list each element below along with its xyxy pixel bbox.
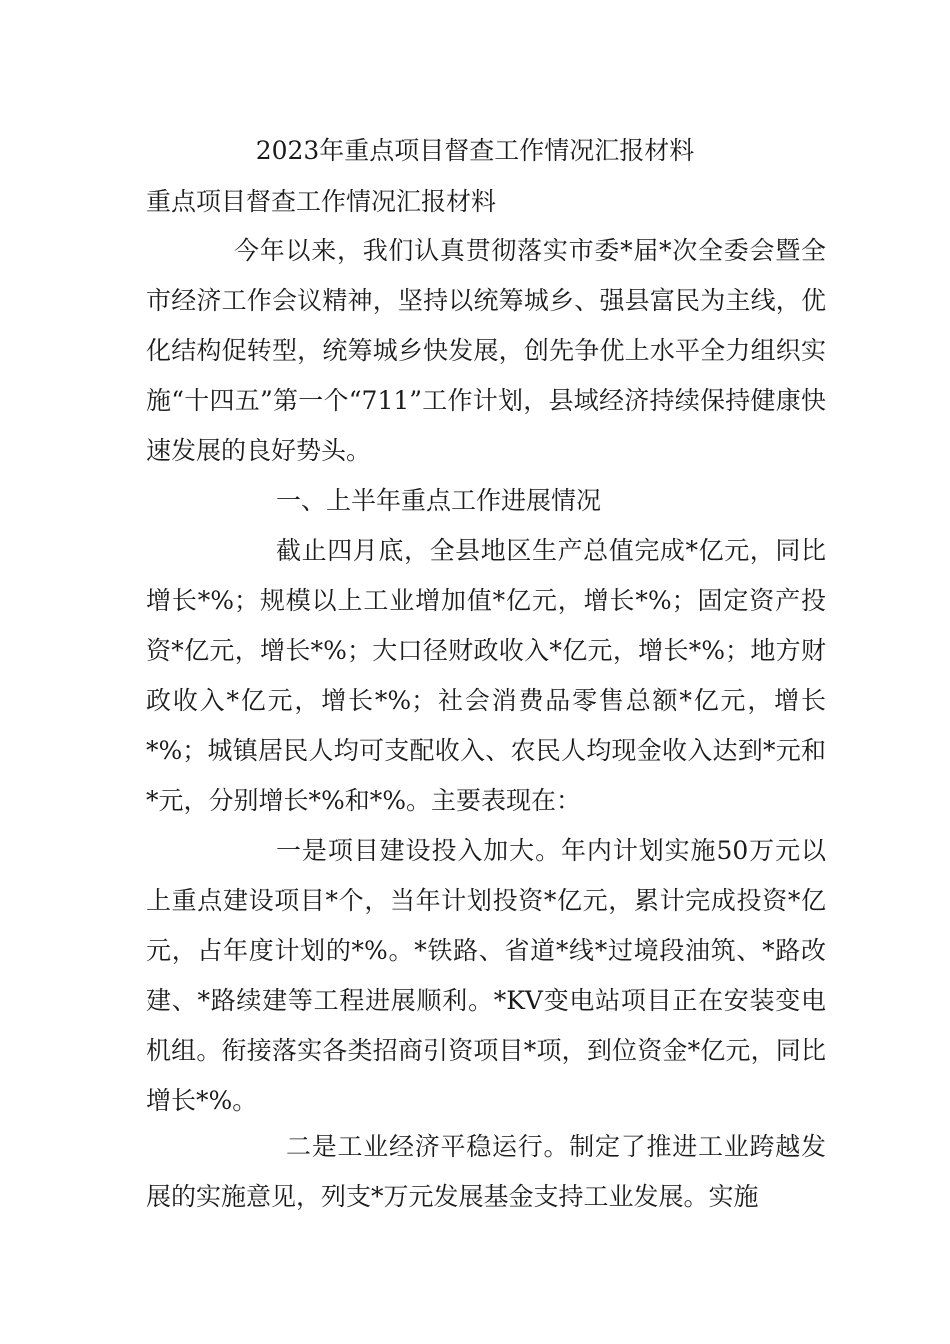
paragraph-industrial-economy: 二是工业经济平稳运行。制定了推进工业跨越发展的实施意见，列支*万元发展基金支持工业发展。实施 bbox=[146, 1132, 826, 1211]
section-heading: 一、上半年重点工作进展情况 bbox=[276, 486, 602, 515]
document-subtitle: 重点项目督查工作情况汇报材料 bbox=[146, 187, 497, 216]
document-title: 2023年重点项目督查工作情况汇报材料 bbox=[255, 136, 695, 165]
paragraph-summary: 截止四月底，全县地区生产总值完成*亿元，同比增长*%；规模以上工业增加值*亿元，增长*%；固定资产投资*亿元，增长*%；大口径财政收入*亿元，增长*%；地方财政收入*亿元，增长*%；社会消费品零售总额*亿元，增长*%；城镇居民人均可支配收入、农民人均现金收入达到*元和*元，分别增长*%和*%。主要表现在： bbox=[146, 536, 826, 815]
paragraph-intro: 今年以来，我们认真贯彻落实市委*届*次全委会暨全市经济工作会议精神，坚持以统筹城乡、强县富民为主线，优化结构促转型，统筹城乡快发展，创先争优上水平全力组织实施“十四五”第一个“711”工作计划，县域经济持续保持健康快速发展的良好势头。 bbox=[146, 236, 826, 465]
paragraph-project-construction: 一是项目建设投入加大。年内计划实施50万元以上重点建设项目*个，当年计划投资*亿元，累计完成投资*亿元，占年度计划的*%。*铁路、省道*线*过境段油筑、*路改建、*路续建等工程进展顺利。*KV变电站项目正在安装变电机组。衔接落实各类招商引资项目*项，到位资金*亿元，同比增长*%。 bbox=[146, 836, 826, 1115]
